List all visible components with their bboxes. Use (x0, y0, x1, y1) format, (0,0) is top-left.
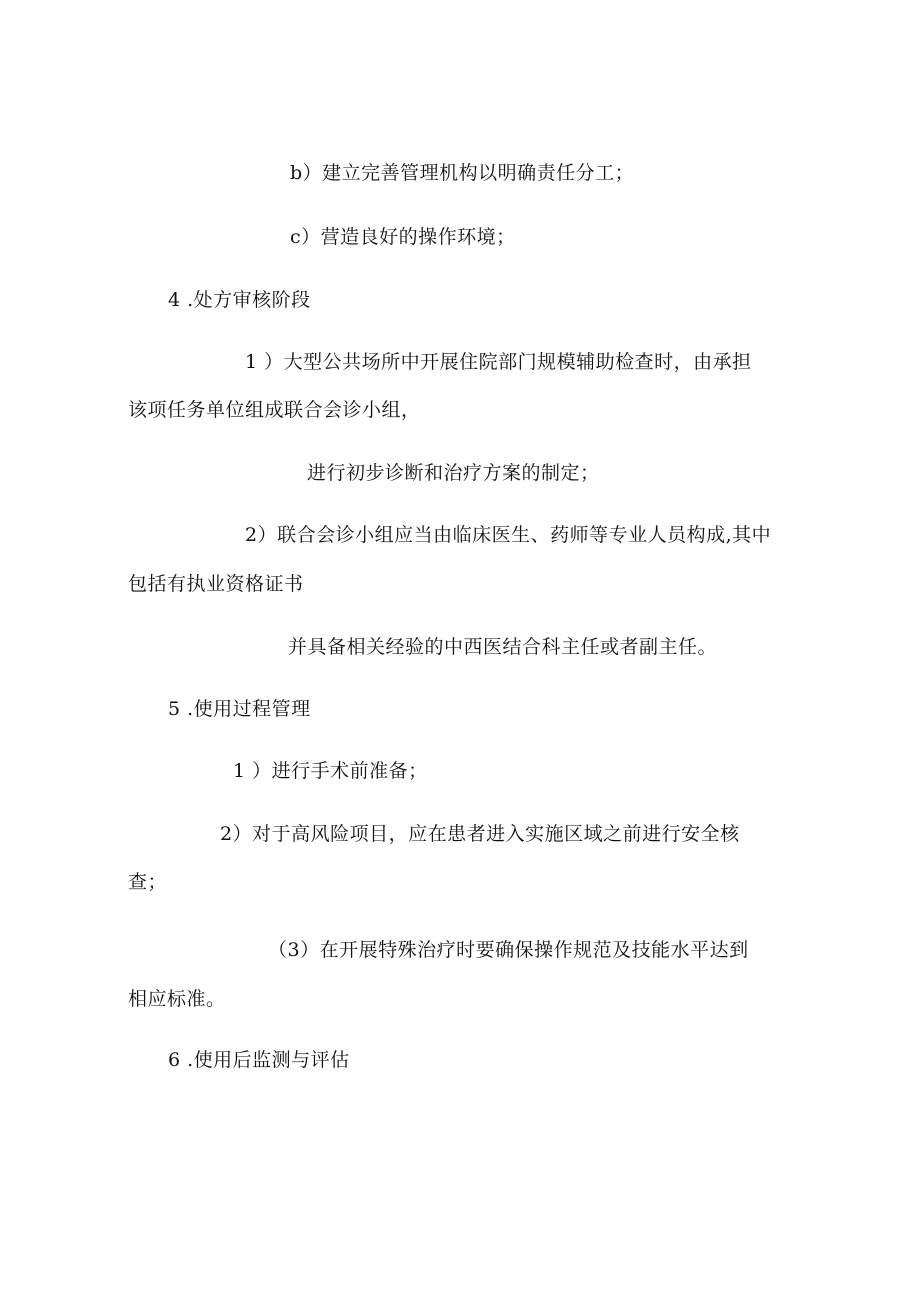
paragraph-line: （3）在开展特殊治疗时要确保操作规范及技能水平达到 (268, 939, 749, 961)
section-heading: 4 .处方审核阶段 (168, 289, 311, 311)
paragraph-line: 并具备相关经验的中西医结合科主任或者副主任。 (288, 636, 718, 658)
section-heading: 6 .使用后监测与评估 (168, 1049, 350, 1071)
paragraph-line: 该项任务单位组成联合会诊小组， (128, 399, 421, 421)
paragraph-line: 2）对于高风险项目，应在患者进入实施区域之前进行安全核 (220, 823, 740, 845)
paragraph-line: 1 ）大型公共场所中开展住院部门规模辅助检查时，由承担 (245, 351, 752, 373)
section-heading: 5 .使用过程管理 (168, 698, 311, 720)
paragraph-line: 相应标准。 (128, 988, 226, 1010)
paragraph-line: 包括有执业资格证书 (128, 573, 304, 595)
paragraph-line: 1 ）进行手术前准备； (233, 760, 428, 782)
paragraph-line: 2）联合会诊小组应当由临床医生、药师等专业人员构成,其中 (245, 524, 772, 546)
paragraph-line: 进行初步诊断和治疗方案的制定； (307, 462, 600, 484)
paragraph-line: 查； (128, 871, 168, 893)
paragraph-line: b）建立完善管理机构以明确责任分工； (290, 162, 635, 184)
paragraph-line: c）营造良好的操作环境； (290, 226, 516, 248)
